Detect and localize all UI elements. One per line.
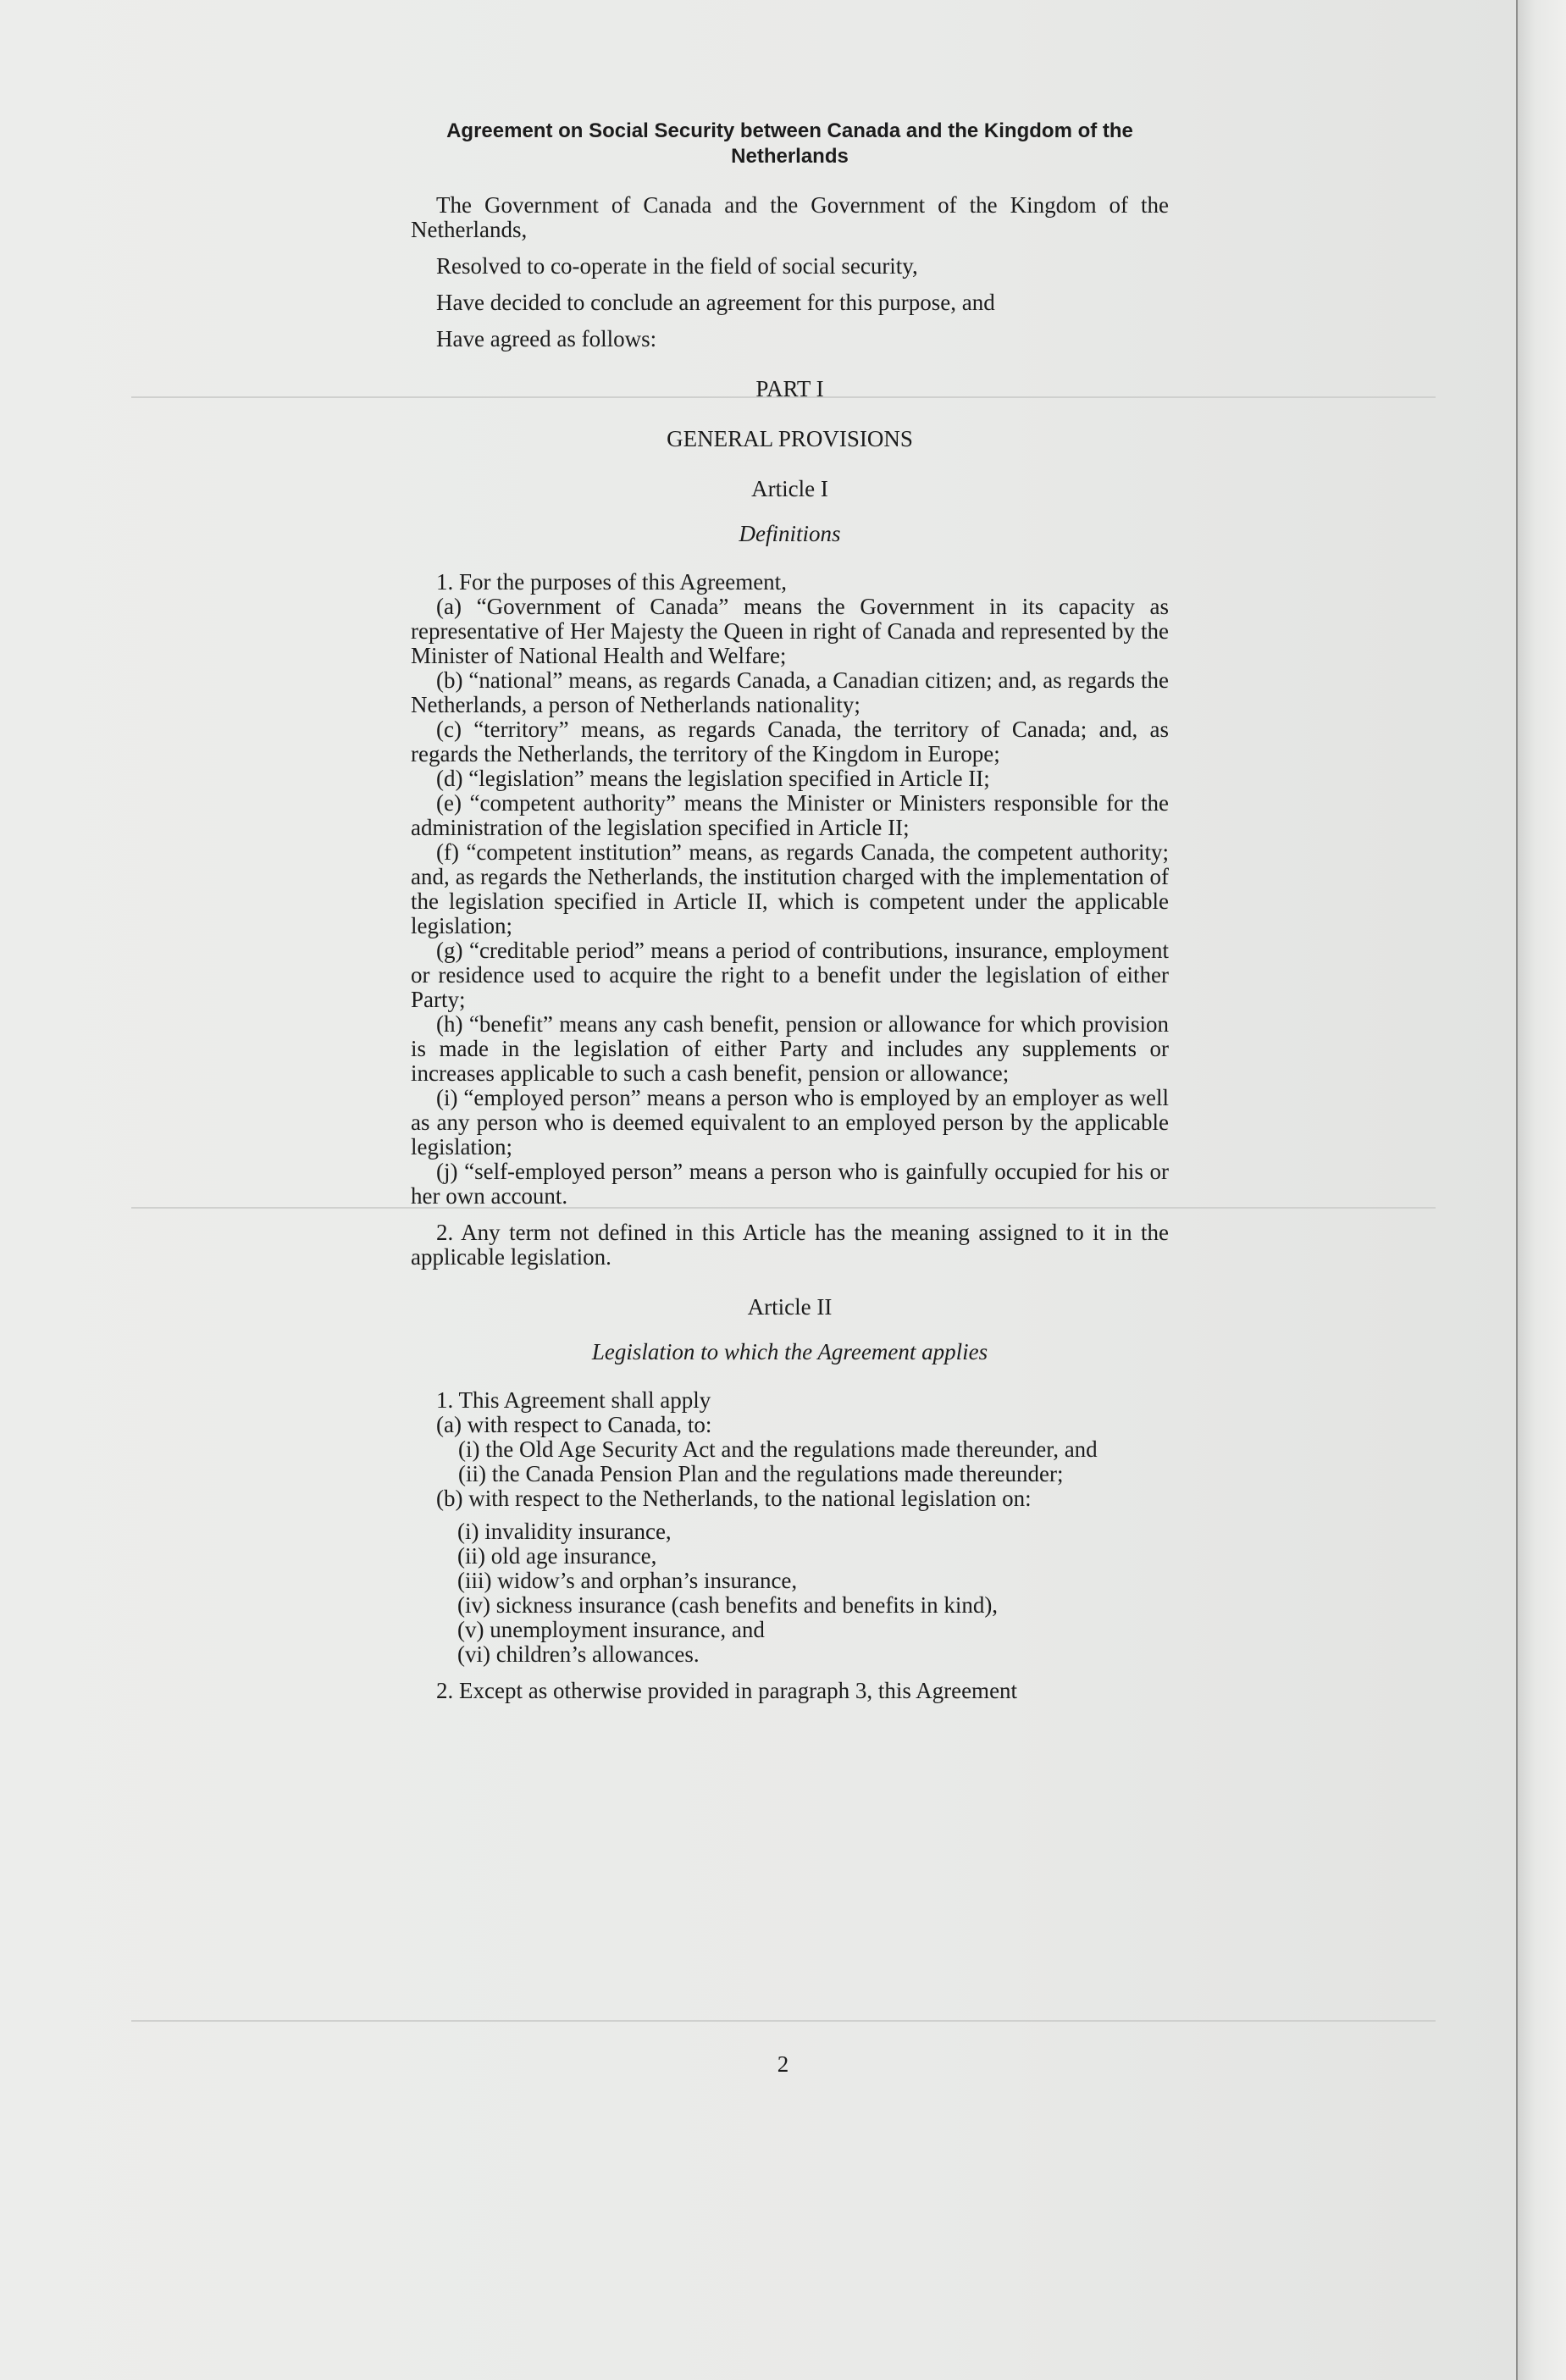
preamble-line: Resolved to co-operate in the field of social security, [436,253,918,279]
article-heading: Article I [751,476,828,501]
part-title: GENERAL PROVISIONS [667,426,913,451]
list-label: (a) with respect to Canada, to: [436,1412,712,1437]
list-item: (vi) children’s allowances. [457,1641,700,1667]
list-item: (i) the Old Age Security Act and the regulations made thereunder, and [458,1436,1098,1462]
page-edge [1516,0,1566,2380]
definition-item: (j) “self-employed person” means a person who is gainfully occupied for his or her own account. [411,1159,1169,1209]
article-subheading: Definitions [739,521,841,546]
bleed-through-rule [131,2020,1436,2022]
definition-item: (f) “competent institution” means, as regards Canada, the competent authority; and, as regards the Netherlands, the institution charged with the implementation of the legislation specified in Article II, which is competent under the applicable legislation; [411,839,1169,938]
document-body [411,119,1169,1703]
paragraph: 2. Except as otherwise provided in paragraph 3, this Agreement [436,1678,1018,1703]
preamble-line: The Government of Canada and the Government of the Kingdom of the Netherlands, [411,192,1169,242]
list-label: (b) with respect to the Netherlands, to the national legislation on: [436,1486,1032,1511]
definition-item: (d) “legislation” means the legislation specified in Article II; [436,766,990,791]
paragraph: 1. For the purposes of this Agreement, [436,569,787,595]
list-item: (ii) the Canada Pension Plan and the regulations made thereunder; [458,1461,1064,1486]
article-subheading: Legislation to which the Agreement applies [591,1339,988,1364]
list-item: (v) unemployment insurance, and [457,1617,765,1642]
part-heading: PART I [755,376,824,401]
definition-item: (i) “employed person” means a person who is employed by an employer as well as any person who is deemed equivalent to an employed person by the applicable legislation; [411,1085,1169,1160]
definition-item: (a) “Government of Canada” means the Government in its capacity as representative of Her Majesty the Queen in right of Canada and represented by the Minister of National Health and Welfare; [411,594,1169,668]
definition-item: (b) “national” means, as regards Canada, a Canadian citizen; and, as regards the Netherlands, a person of Netherlands nationality; [411,667,1169,717]
preamble-line: Have decided to conclude an agreement for this purpose, and [436,290,995,315]
paragraph: 1. This Agreement shall apply [436,1387,711,1413]
list-item: (iii) widow’s and orphan’s insurance, [457,1568,798,1593]
list-item: (i) invalidity insurance, [457,1519,672,1544]
paragraph: 2. Any term not defined in this Article has the meaning assigned to it in the applicable legislation. [411,1220,1169,1270]
article-heading: Article II [747,1294,833,1320]
definition-item: (c) “territory” means, as regards Canada, the territory of Canada; and, as regards the Netherlands, the territory of the Kingdom in Europe; [411,717,1169,767]
page-number: 2 [777,2051,789,2077]
definition-item: (e) “competent authority” means the Minister or Ministers responsible for the administration of the legislation specified in Article II; [411,790,1169,840]
document-title: Agreement on Social Security between Canada and the Kingdom of the Netherlands [446,119,1133,168]
preamble-line: Have agreed as follows: [436,326,657,351]
list-item: (ii) old age insurance, [457,1543,657,1569]
definition-item: (g) “creditable period” means a period of contributions, insurance, employment or residence used to acquire the right to a benefit under the legislation of either Party; [411,938,1169,1012]
list-item: (iv) sickness insurance (cash benefits and benefits in kind), [457,1592,999,1618]
definition-item: (h) “benefit” means any cash benefit, pension or allowance for which provision is made in the legislation of either Party and includes any supplements or increases applicable to such a cash benefit, pension or allowance; [411,1011,1169,1086]
